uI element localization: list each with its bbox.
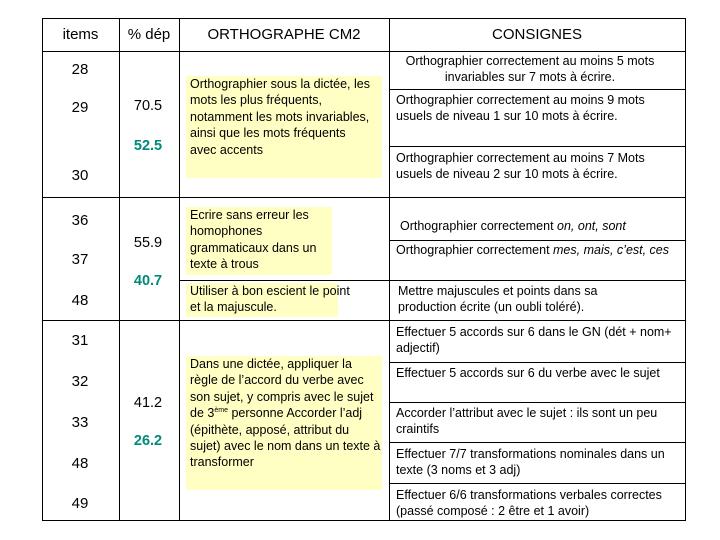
header-consignes: CONSIGNES: [491, 26, 582, 43]
competence-text: Ecrire sans erreur les homophones grammaticaux dans un texte à trous: [190, 208, 317, 272]
pct-value-bold: 26.2: [133, 433, 163, 449]
border-left: [42, 18, 43, 521]
border-header-bottom: [42, 51, 686, 52]
competence-text: Utiliser à bon escient le point et la majuscule.: [190, 284, 350, 315]
pct-value-bold: 52.5: [133, 138, 163, 154]
border-consigne-2: [389, 146, 686, 147]
pct-value: 55.9: [133, 235, 163, 251]
pct-value-bold: 40.7: [133, 273, 163, 289]
border-consigne-3: [389, 240, 686, 241]
consigne-text: Orthographier correctement au moins 9 mots usuels de niveau 1 sur 10 mots à écrire.: [396, 93, 645, 124]
consigne-text: Effectuer 5 accords sur 6 du verbe avec le sujet: [396, 366, 660, 380]
consigne-text: Orthographier correctement on, ont, sont: [400, 219, 626, 233]
item-number: 49: [71, 495, 89, 512]
item-number: 36: [71, 212, 89, 229]
competence-text: Dans une dictée, appliquer la règle de l’accord du verbe avec son sujet, y compris avec le sujet de 3ème personne Accorder l’adj (épithète, apposé, attribut du sujet) avec le nom dans un texte à transformer: [190, 357, 381, 470]
border-consigne-4: [389, 362, 686, 363]
border-group-1: [42, 197, 686, 198]
border-right: [685, 18, 686, 521]
pct-value: 41.2: [133, 395, 163, 411]
consigne-text: Orthographier correctement au moins 5 mots invariables sur 7 mots à écrire.: [405, 54, 655, 85]
border-consigne-5: [389, 402, 686, 403]
item-number: 48: [71, 455, 89, 472]
item-number: 30: [71, 167, 89, 184]
consigne-text: Effectuer 6/6 transformations verbales correctes (passé composé : 2 être et 1 avoir): [396, 488, 662, 519]
consigne-text: Accorder l’attribut avec le sujet : ils sont un peu craintifs: [396, 406, 658, 437]
item-number: 48: [71, 292, 89, 309]
consigne-text: Effectuer 7/7 transformations nominales dans un texte (3 noms et 3 adj): [396, 447, 665, 478]
consigne-text: Effectuer 5 accords sur 6 dans le GN (dét + nom+ adjectif): [396, 325, 672, 356]
item-number: 28: [71, 61, 89, 78]
consigne-text: Orthographier correctement mes, mais, c’est, ces: [396, 243, 670, 257]
consigne-text: Mettre majuscules et points dans sa production écrite (un oubli toléré).: [398, 284, 598, 315]
item-number: 37: [71, 251, 89, 268]
item-number: 29: [71, 99, 89, 116]
header-pct: % dép: [127, 26, 171, 43]
pct-value: 70.5: [133, 98, 163, 114]
border-consigne-7: [389, 483, 686, 484]
border-competence-a: [179, 280, 686, 281]
item-number: 31: [71, 332, 89, 349]
competence-text: Orthographier sous la dictée, les mots les plus fréquents, notamment les mots invariables, ainsi que les mots fréquents avec accents: [190, 77, 370, 157]
item-number: 33: [71, 414, 89, 431]
item-number: 32: [71, 373, 89, 390]
border-consigne-1: [389, 89, 686, 90]
header-items: items: [62, 26, 99, 43]
border-col-2: [179, 18, 180, 521]
consigne-text: Orthographier correctement au moins 7 Mots usuels de niveau 2 sur 10 mots à écrire.: [396, 151, 645, 182]
border-bottom: [42, 520, 686, 521]
border-group-2: [42, 320, 686, 321]
border-consigne-6: [389, 442, 686, 443]
header-ortho: ORTHOGRAPHE CM2: [207, 26, 361, 43]
border-col-3: [389, 18, 390, 521]
border-top: [42, 18, 686, 19]
